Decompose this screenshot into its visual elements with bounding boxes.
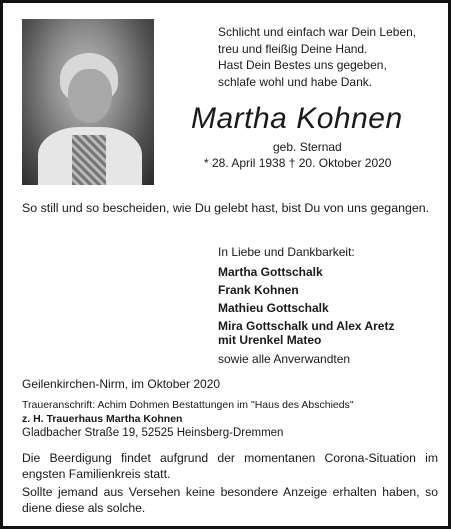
address-line: Gladbacher Straße 19, 52525 Heinsberg-Dremmen [22, 427, 284, 439]
family-member-line: Mira Gottschalk und Alex Aretz [218, 319, 395, 333]
poem-line: Schlicht und einfach war Dein Leben, [218, 25, 417, 39]
quote-text: So still und so bescheiden, wie Du gelebt hast, bist Du von uns gegangen. [22, 201, 430, 215]
photo-collar [72, 135, 106, 185]
address-line: Traueranschrift: Achim Dohmen Bestattungen im "Haus des Abschieds" [22, 399, 354, 411]
photo-face [68, 69, 112, 123]
family-member-multi [218, 319, 438, 347]
note-paragraph: Sollte jemand aus Versehen keine besondere Anzeige erhalten haben, so diene diese als solche. [22, 485, 438, 515]
family-member: Mathieu Gottschalk [218, 301, 329, 315]
address-line: z. H. Trauerhaus Martha Kohnen [22, 413, 183, 425]
note-paragraph: Die Beerdigung findet aufgrund der momentanen Corona-Situation im engsten Familienkreis statt. [22, 451, 438, 481]
family-outro: sowie alle Anverwandten [218, 352, 351, 366]
family-list [218, 244, 438, 367]
poem-line: treu und fleißig Deine Hand. [218, 41, 368, 56]
notes [22, 451, 438, 519]
place-date: Geilenkirchen-Nirm, im Oktober 2020 [22, 377, 221, 391]
family-member-line: mit Urenkel Mateo [218, 333, 322, 347]
life-dates: * 28. April 1938 † 20. Oktober 2020 [204, 156, 392, 170]
poem [218, 24, 438, 90]
poem-line: schlafe wohl und habe Dank. [218, 74, 373, 89]
family-intro: In Liebe und Dankbarkeit: [218, 245, 355, 259]
portrait-photo [22, 19, 154, 185]
birth-name: geb. Sternad [273, 140, 342, 154]
mourning-address [22, 398, 354, 440]
family-member: Martha Gottschalk [218, 265, 323, 279]
family-member: Frank Kohnen [218, 283, 299, 297]
poem-line: Hast Dein Bestes uns gegeben, [218, 58, 387, 72]
deceased-name: Martha Kohnen [191, 102, 403, 135]
